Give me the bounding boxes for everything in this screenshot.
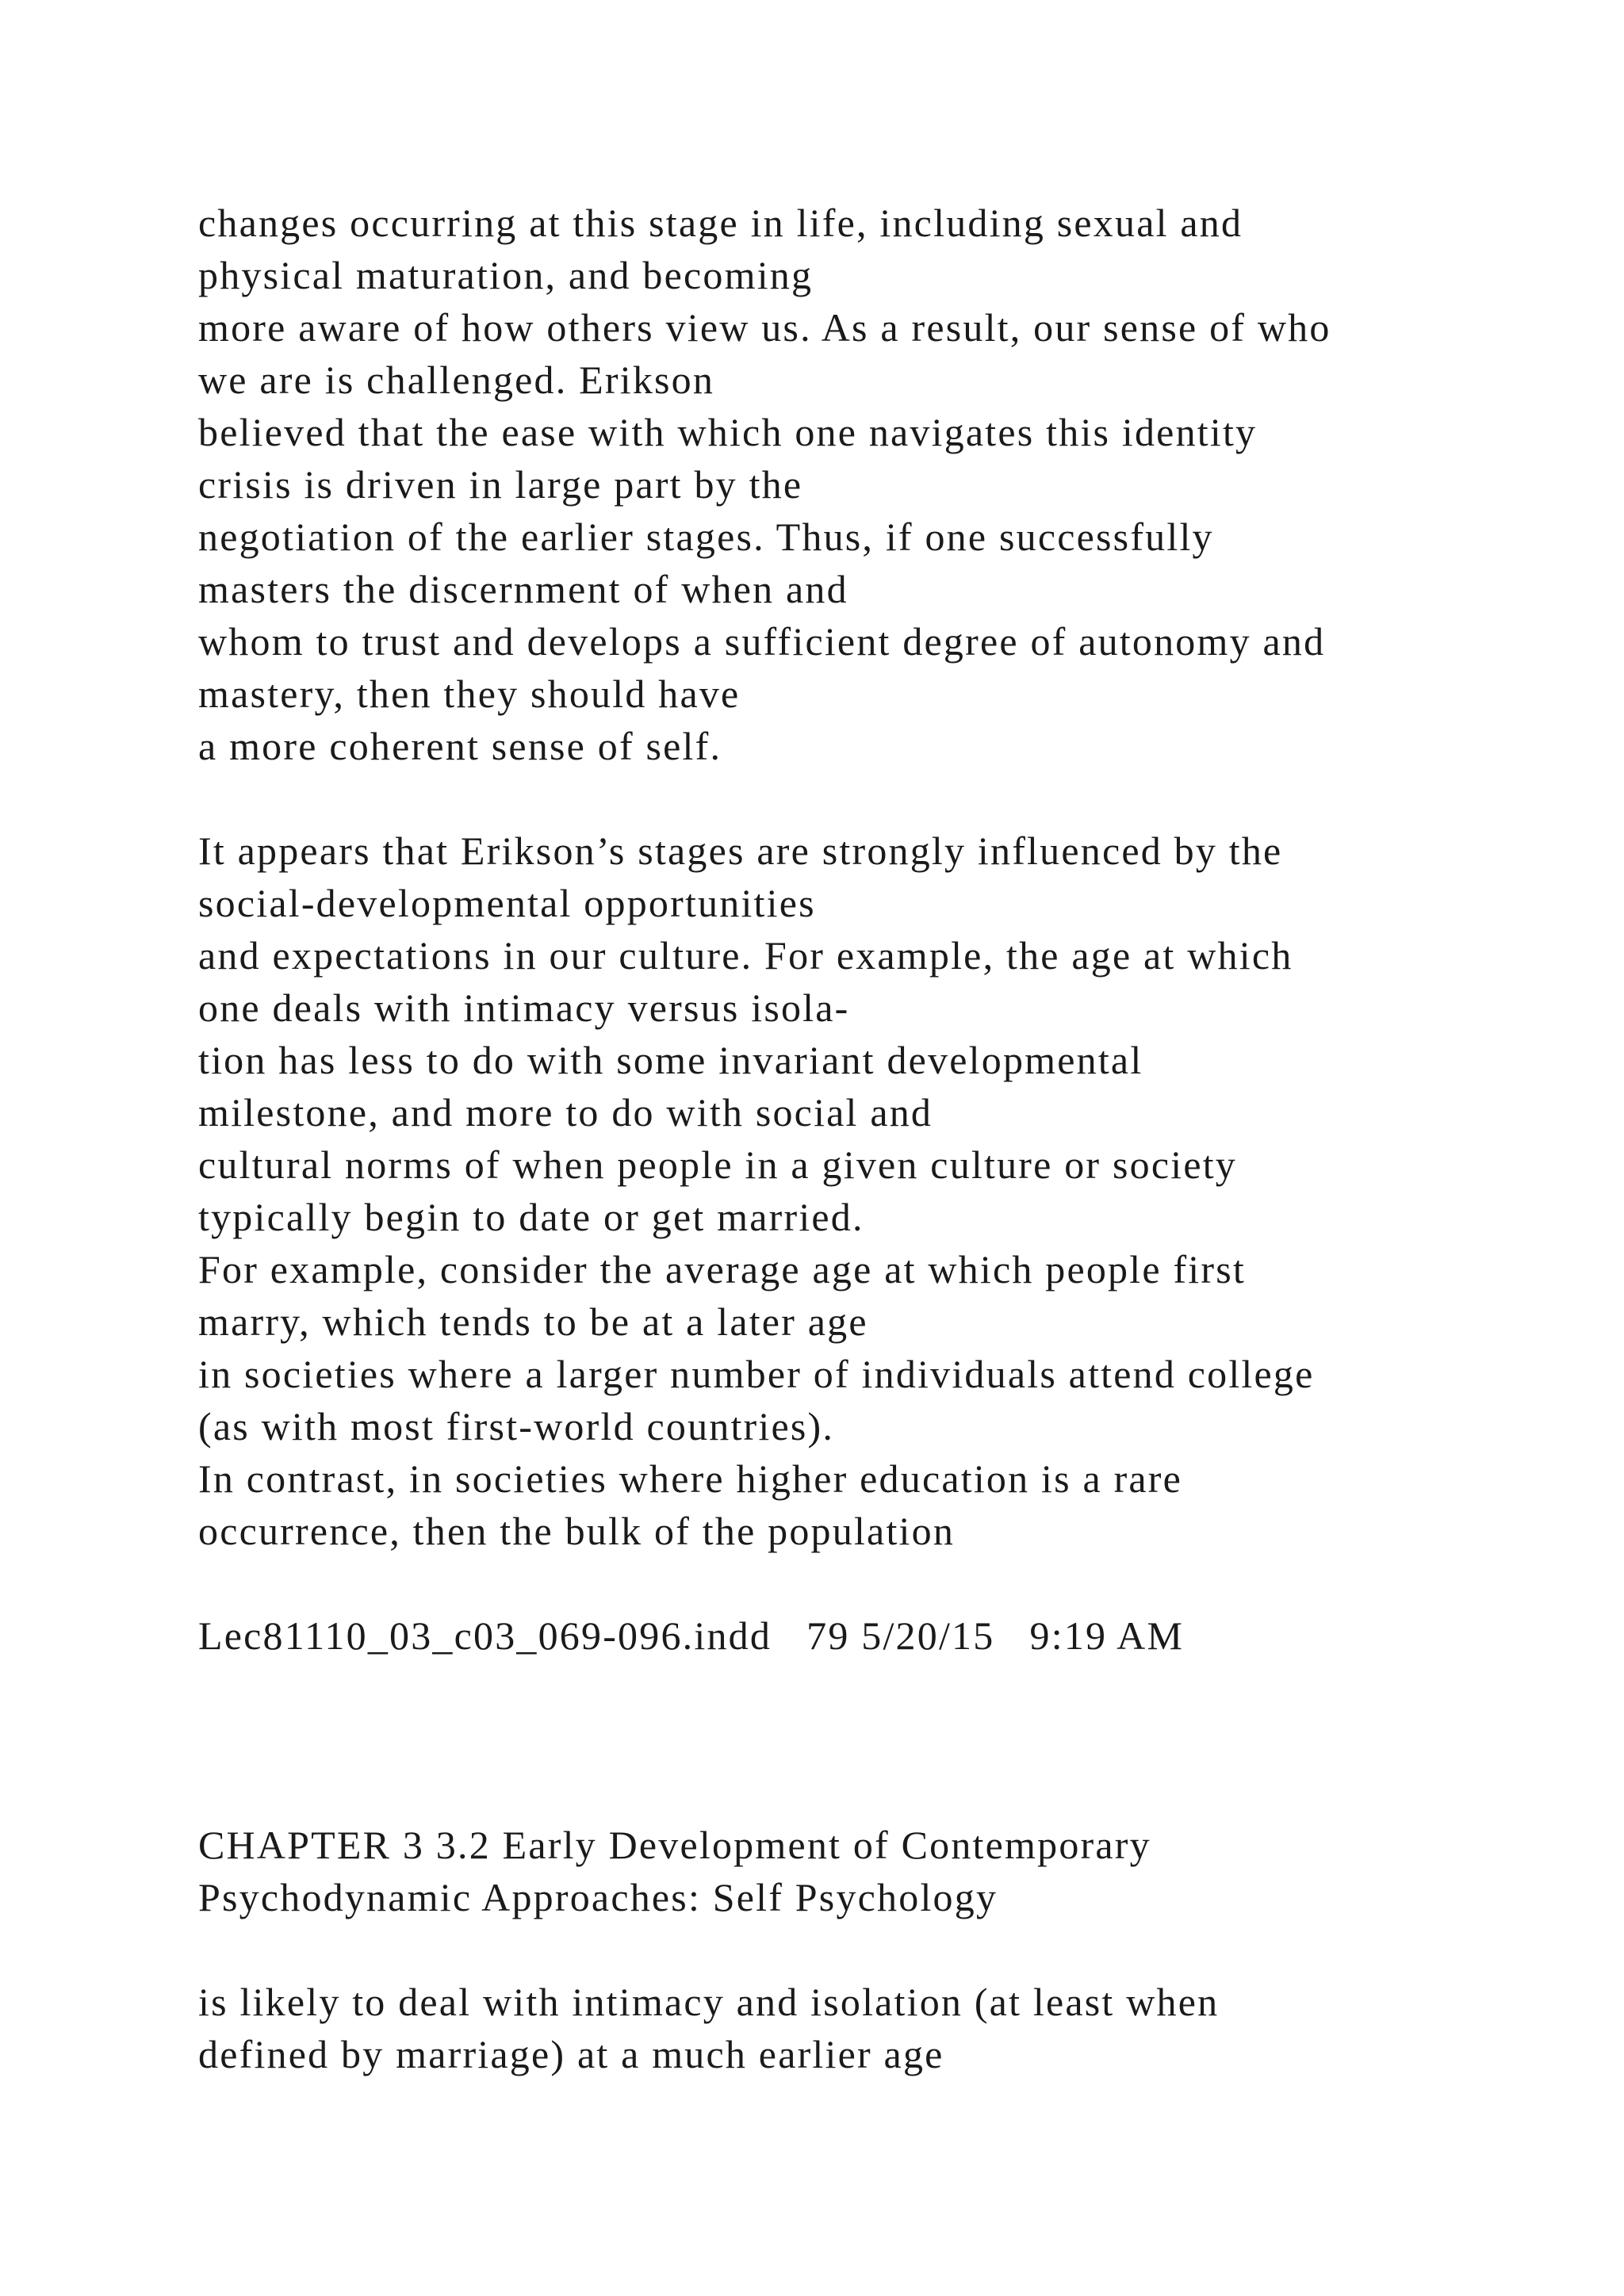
body-text-line: occurrence, then the bulk of the population xyxy=(198,1509,956,1553)
body-text-line: It appears that Erikson’s stages are strongly influenced by the xyxy=(198,828,1283,873)
body-text-line: a more coherent sense of self. xyxy=(198,724,722,768)
body-text-line: one deals with intimacy versus isola- xyxy=(198,985,850,1030)
chapter-header-line: CHAPTER 3 3.2 Early Development of Contemporary xyxy=(198,1823,1151,1867)
body-text-line: marry, which tends to be at a later age xyxy=(198,1299,868,1344)
body-text-line: social-developmental opportunities xyxy=(198,881,816,925)
body-text-line: mastery, then they should have xyxy=(198,672,741,716)
body-text-line: more aware of how others view us. As a result, our sense of who xyxy=(198,305,1331,350)
body-text-line: defined by marriage) at a much earlier age xyxy=(198,2032,944,2076)
body-text-line: (as with most first-world countries). xyxy=(198,1404,835,1448)
body-text-line: physical maturation, and becoming xyxy=(198,253,814,297)
body-text-line: milestone, and more to do with social and xyxy=(198,1090,933,1135)
body-text-line: typically begin to date or get married. xyxy=(198,1195,864,1239)
body-text-line: we are is challenged. Erikson xyxy=(198,358,715,402)
body-text-line: believed that the ease with which one navigates this identity xyxy=(198,410,1258,454)
body-text-line: changes occurring at this stage in life, including sexual and xyxy=(198,201,1243,245)
file-footer-line: Lec81110_03_c03_069-096.indd 79 5/20/15 9:19 AM xyxy=(198,1613,1185,1658)
body-text-line: negotiation of the earlier stages. Thus, if one successfully xyxy=(198,515,1214,559)
body-text-line: crisis is driven in large part by the xyxy=(198,462,803,507)
body-text-line: tion has less to do with some invariant developmental xyxy=(198,1038,1143,1082)
body-text-line: masters the discernment of when and xyxy=(198,567,848,611)
body-text-line: In contrast, in societies where higher education is a rare xyxy=(198,1456,1183,1501)
body-text-line: and expectations in our culture. For example, the age at which xyxy=(198,933,1293,978)
body-text-line: is likely to deal with intimacy and isolation (at least when xyxy=(198,1980,1220,2024)
body-text-line: whom to trust and develops a sufficient degree of autonomy and xyxy=(198,619,1326,664)
body-text-line: For example, consider the average age at which people first xyxy=(198,1247,1246,1292)
body-text-line: in societies where a larger number of individuals attend college xyxy=(198,1352,1315,1396)
body-text-line: cultural norms of when people in a given culture or society xyxy=(198,1142,1237,1187)
chapter-header-line: Psychodynamic Approaches: Self Psychology xyxy=(198,1875,998,1919)
